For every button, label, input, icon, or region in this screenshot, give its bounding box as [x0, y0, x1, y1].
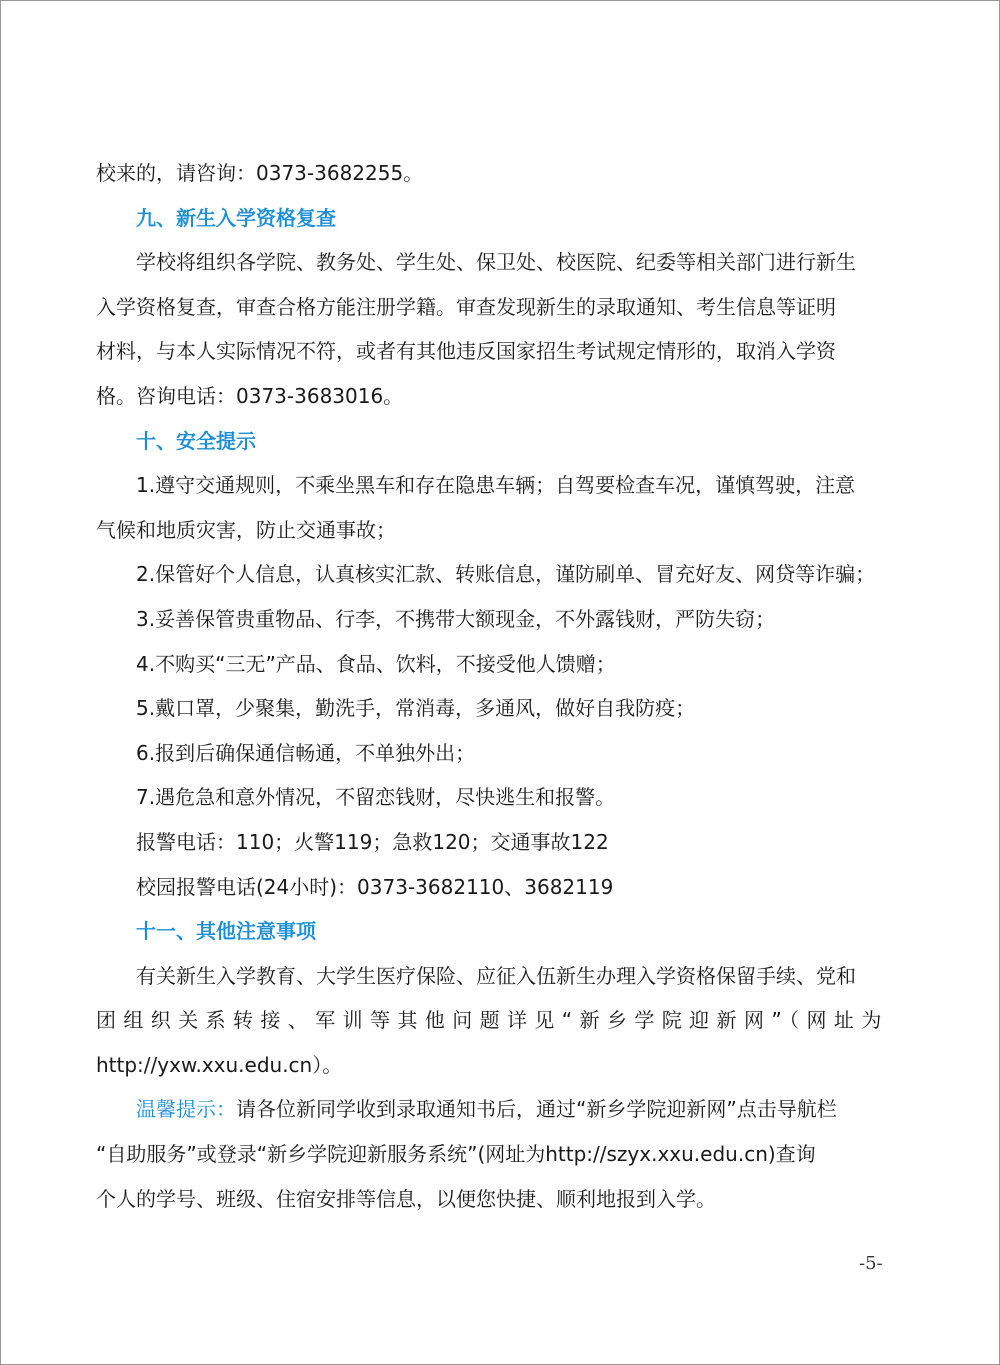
page-content: [96, 151, 896, 1221]
section-heading-11: 十一、其他注意事项: [136, 919, 316, 944]
paragraph-line: 材料，与本人实际情况不符，或者有其他违反国家招生考试规定情形的，取消入学资: [96, 339, 836, 364]
safety-item-1: 1.遵守交通规则，不乘坐黑车和存在隐患车辆；自驾要检查车况，谨慎驾驶，注意: [136, 473, 856, 498]
paragraph-line: 团组织关系转接、军训等其他问题详见“新乡学院迎新网”（网址为: [96, 1008, 889, 1033]
paragraph-line: 学校将组织各学院、教务处、学生处、保卫处、校医院、纪委等相关部门进行新生: [136, 250, 856, 275]
safety-item-6: 6.报到后确保通信畅通，不单独外出；: [136, 740, 476, 765]
page-number: -5-: [859, 1253, 883, 1274]
tip-text: “自助服务”或登录“新乡学院迎新服务系统”(网址为http://szyx.xxu.edu.cn)查询: [96, 1142, 816, 1167]
section-heading-9: 九、新生入学资格复查: [136, 205, 336, 230]
paragraph-line: 格。咨询电话：0373-3683016。: [96, 383, 404, 408]
safety-item-5: 5.戴口罩，少聚集，勤洗手，常消毒，多通风，做好自我防疫；: [136, 696, 696, 721]
safety-item-7: 7.遇危急和意外情况，不留恋钱财，尽快逃生和报警。: [136, 785, 616, 810]
tip-text: 个人的学号、班级、住宿安排等信息，以便您快捷、顺利地报到入学。: [96, 1186, 716, 1211]
tip-line: [96, 1087, 896, 1132]
tip-text: 请各位新同学收到录取通知书后，通过“新乡学院迎新网”点击导航栏: [236, 1097, 837, 1122]
paragraph-line: 入学资格复查，审查合格方能注册学籍。审查发现新生的录取通知、考生信息等证明: [96, 294, 836, 319]
paragraph-line: 校来的，请咨询：0373-3682255。: [96, 161, 424, 185]
safety-item-4: 4.不购买“三无”产品、食品、饮料，不接受他人馈赠；: [136, 651, 616, 676]
emergency-phones: 报警电话：110；火警119；急救120；交通事故122: [136, 829, 609, 854]
tip-label: 温馨提示：: [136, 1097, 236, 1122]
safety-item-2: 2.保管好个人信息，认真核实汇款、转账信息，谨防刷单、冒充好友、网贷等诈骗；: [136, 562, 876, 587]
safety-item-3: 3.妥善保管贵重物品、行李，不携带大额现金，不外露钱财，严防失窃；: [136, 606, 776, 631]
safety-item-1-continued: 气候和地质灾害，防止交通事故；: [96, 517, 396, 542]
campus-police-phone: 校园报警电话(24小时)：0373-3682110、3682119: [136, 874, 614, 899]
paragraph-line: http://yxw.xxu.edu.cn）。: [96, 1052, 343, 1077]
paragraph-line: 有关新生入学教育、大学生医疗保险、应征入伍新生办理入学资格保留手续、党和: [136, 963, 856, 988]
section-heading-10: 十、安全提示: [136, 428, 256, 453]
